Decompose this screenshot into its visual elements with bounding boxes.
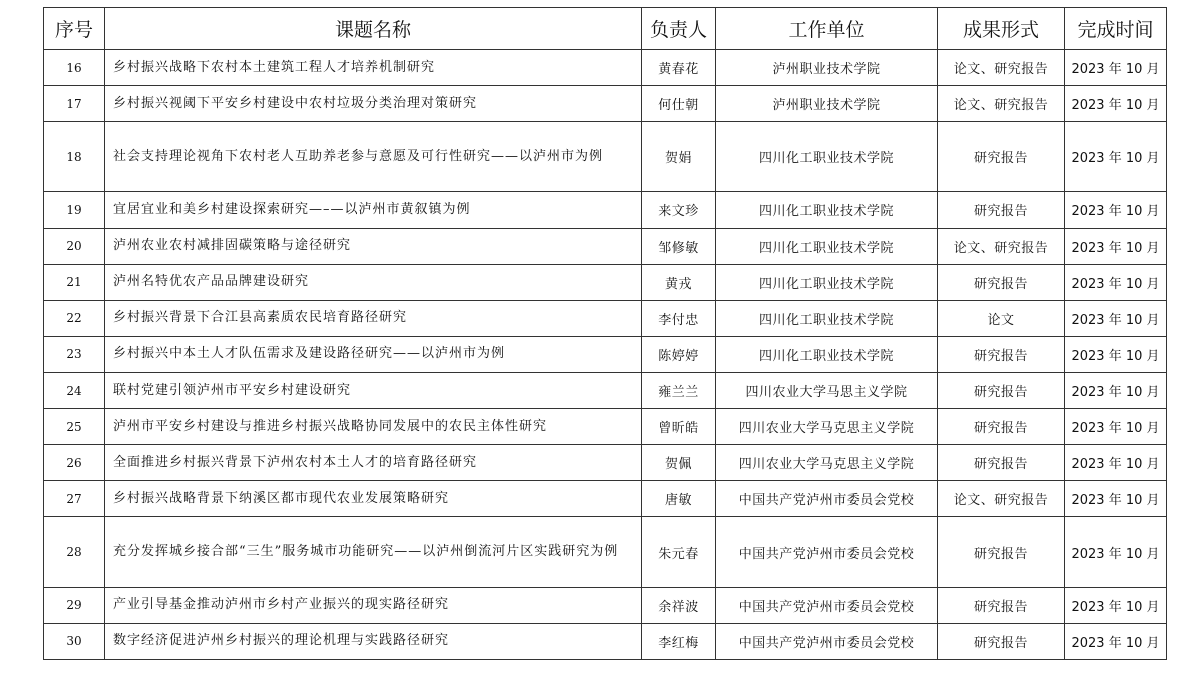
- cell-form: 论文、研究报告: [938, 50, 1065, 86]
- cell-unit: 泸州职业技术学院: [716, 86, 938, 122]
- cell-unit: 四川农业大学马克思主义学院: [716, 409, 938, 445]
- cell-form: 研究报告: [938, 517, 1065, 587]
- cell-no: 27: [44, 481, 105, 517]
- table-row: [44, 86, 1167, 122]
- cell-lead: 黄戎: [642, 264, 716, 300]
- cell-title: 全面推进乡村振兴背景下泸州农村本土人才的培育路径研究: [105, 445, 642, 481]
- cell-title: 宜居宜业和美乡村建设探索研究—–—以泸州市黄叙镇为例: [105, 192, 642, 228]
- table-row: [44, 122, 1167, 192]
- cell-form: 论文、研究报告: [938, 86, 1065, 122]
- cell-no: 22: [44, 300, 105, 336]
- cell-lead: 贺佩: [642, 445, 716, 481]
- cell-form: 研究报告: [938, 623, 1065, 659]
- cell-date: 2023 年 10 月: [1065, 50, 1167, 86]
- cell-form: 论文、研究报告: [938, 228, 1065, 264]
- cell-unit: 中国共产党泸州市委员会党校: [716, 517, 938, 587]
- cell-unit: 四川化工职业技术学院: [716, 264, 938, 300]
- table-row: [44, 372, 1167, 408]
- cell-date: 2023 年 10 月: [1065, 623, 1167, 659]
- cell-lead: 余祥波: [642, 587, 716, 623]
- cell-lead: 李付忠: [642, 300, 716, 336]
- cell-date: 2023 年 10 月: [1065, 228, 1167, 264]
- table-row: [44, 445, 1167, 481]
- cell-no: 18: [44, 122, 105, 192]
- cell-form: 研究报告: [938, 372, 1065, 408]
- cell-title: 泸州市平安乡村建设与推进乡村振兴战略协同发展中的农民主体性研究: [105, 409, 642, 445]
- cell-date: 2023 年 10 月: [1065, 372, 1167, 408]
- table-row: [44, 192, 1167, 228]
- cell-form: 论文、研究报告: [938, 481, 1065, 517]
- cell-date: 2023 年 10 月: [1065, 300, 1167, 336]
- header-no: 序号: [44, 8, 105, 50]
- cell-lead: 雍兰兰: [642, 372, 716, 408]
- cell-title: 充分发挥城乡接合部“三生”服务城市功能研究——以泸州倒流河片区实践研究为例: [105, 517, 642, 587]
- cell-lead: 朱元春: [642, 517, 716, 587]
- cell-unit: 中国共产党泸州市委员会党校: [716, 587, 938, 623]
- cell-lead: 曾昕皓: [642, 409, 716, 445]
- cell-title: 乡村振兴中本土人才队伍需求及建设路径研究——以泸州市为例: [105, 336, 642, 372]
- cell-no: 19: [44, 192, 105, 228]
- cell-title: 乡村振兴背景下合江县高素质农民培育路径研究: [105, 300, 642, 336]
- cell-no: 28: [44, 517, 105, 587]
- cell-no: 25: [44, 409, 105, 445]
- cell-title: 乡村振兴战略背景下纳溪区都市现代农业发展策略研究: [105, 481, 642, 517]
- cell-unit: 四川化工职业技术学院: [716, 300, 938, 336]
- header-title: 课题名称: [105, 8, 642, 50]
- cell-lead: 李红梅: [642, 623, 716, 659]
- cell-lead: 陈婷婷: [642, 336, 716, 372]
- cell-no: 24: [44, 372, 105, 408]
- cell-no: 23: [44, 336, 105, 372]
- cell-unit: 四川化工职业技术学院: [716, 336, 938, 372]
- cell-form: 研究报告: [938, 445, 1065, 481]
- cell-date: 2023 年 10 月: [1065, 336, 1167, 372]
- cell-form: 论文: [938, 300, 1065, 336]
- header-date: 完成时间: [1065, 8, 1167, 50]
- cell-date: 2023 年 10 月: [1065, 587, 1167, 623]
- cell-lead: 何仕朝: [642, 86, 716, 122]
- table-header: [44, 8, 1167, 50]
- table-row: [44, 336, 1167, 372]
- cell-title: 联村党建引领泸州市平安乡村建设研究: [105, 372, 642, 408]
- table-row: [44, 300, 1167, 336]
- cell-unit: 泸州职业技术学院: [716, 50, 938, 86]
- header-lead: 负责人: [642, 8, 716, 50]
- header-form: 成果形式: [938, 8, 1065, 50]
- table-row: [44, 587, 1167, 623]
- cell-form: 研究报告: [938, 409, 1065, 445]
- cell-date: 2023 年 10 月: [1065, 409, 1167, 445]
- table-row: [44, 623, 1167, 659]
- table-row: [44, 481, 1167, 517]
- cell-title: 泸州名特优农产品品牌建设研究: [105, 264, 642, 300]
- cell-unit: 四川化工职业技术学院: [716, 228, 938, 264]
- cell-date: 2023 年 10 月: [1065, 264, 1167, 300]
- cell-unit: 中国共产党泸州市委员会党校: [716, 623, 938, 659]
- cell-no: 29: [44, 587, 105, 623]
- cell-title: 数字经济促进泸州乡村振兴的理论机理与实践路径研究: [105, 623, 642, 659]
- cell-date: 2023 年 10 月: [1065, 445, 1167, 481]
- cell-form: 研究报告: [938, 192, 1065, 228]
- cell-no: 16: [44, 50, 105, 86]
- cell-no: 21: [44, 264, 105, 300]
- cell-title: 乡村振兴战略下农村本土建筑工程人才培养机制研究: [105, 50, 642, 86]
- table-row: [44, 409, 1167, 445]
- cell-title: 泸州农业农村减排固碳策略与途径研究: [105, 228, 642, 264]
- cell-unit: 四川化工职业技术学院: [716, 192, 938, 228]
- table-row: [44, 50, 1167, 86]
- table-row: [44, 264, 1167, 300]
- cell-date: 2023 年 10 月: [1065, 481, 1167, 517]
- cell-unit: 四川化工职业技术学院: [716, 122, 938, 192]
- cell-no: 17: [44, 86, 105, 122]
- cell-form: 研究报告: [938, 122, 1065, 192]
- cell-lead: 黄春花: [642, 50, 716, 86]
- cell-unit: 中国共产党泸州市委员会党校: [716, 481, 938, 517]
- cell-date: 2023 年 10 月: [1065, 86, 1167, 122]
- cell-form: 研究报告: [938, 264, 1065, 300]
- table-row: [44, 517, 1167, 587]
- cell-date: 2023 年 10 月: [1065, 122, 1167, 192]
- header-row: [44, 8, 1167, 50]
- research-topics-table: [43, 7, 1167, 660]
- cell-date: 2023 年 10 月: [1065, 192, 1167, 228]
- cell-form: 研究报告: [938, 336, 1065, 372]
- cell-lead: 来文珍: [642, 192, 716, 228]
- cell-lead: 唐敏: [642, 481, 716, 517]
- cell-title: 乡村振兴视阈下平安乡村建设中农村垃圾分类治理对策研究: [105, 86, 642, 122]
- cell-form: 研究报告: [938, 587, 1065, 623]
- cell-lead: 贺娟: [642, 122, 716, 192]
- header-unit: 工作单位: [716, 8, 938, 50]
- cell-no: 26: [44, 445, 105, 481]
- cell-no: 20: [44, 228, 105, 264]
- table-row: [44, 228, 1167, 264]
- cell-unit: 四川农业大学马克思主义学院: [716, 445, 938, 481]
- cell-title: 社会支持理论视角下农村老人互助养老参与意愿及可行性研究——以泸州市为例: [105, 122, 642, 192]
- cell-lead: 邹修敏: [642, 228, 716, 264]
- cell-title: 产业引导基金推动泸州市乡村产业振兴的现实路径研究: [105, 587, 642, 623]
- cell-date: 2023 年 10 月: [1065, 517, 1167, 587]
- cell-no: 30: [44, 623, 105, 659]
- cell-unit: 四川农业大学马思主义学院: [716, 372, 938, 408]
- table-body: [44, 50, 1167, 660]
